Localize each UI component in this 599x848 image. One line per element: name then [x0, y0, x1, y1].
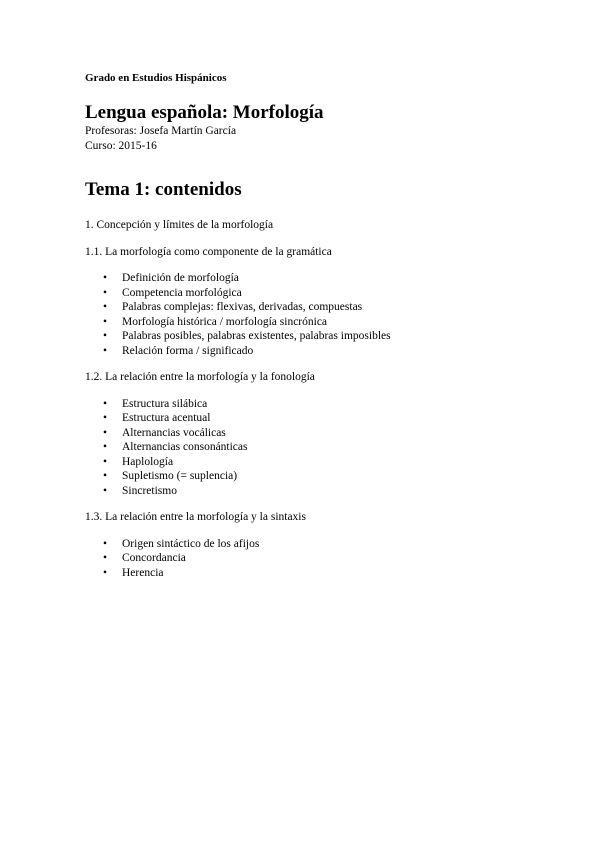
list-item-text: Sincretismo: [122, 484, 177, 497]
list-item: [85, 271, 545, 286]
list-item: [85, 329, 545, 344]
list-item-text: Palabras complejas: flexivas, derivadas, compuestas: [122, 301, 363, 313]
list-item-text: Haplología: [122, 455, 174, 468]
list-item: [85, 286, 545, 301]
list-item-text: Herencia: [122, 566, 164, 579]
list-item: [85, 455, 545, 470]
list-item: [85, 537, 545, 552]
section-heading-1-2: 1.2. La relación entre la morfología y la fonología: [85, 371, 315, 383]
section-list-1-2: [85, 397, 545, 499]
bullet-icon: •: [103, 426, 108, 439]
list-item: [85, 484, 545, 499]
list-item-text: Estructura acentual: [122, 412, 211, 424]
professor-line: Profesoras: Josefa Martín García: [85, 125, 237, 137]
bullet-icon: •: [103, 397, 108, 410]
bullet-icon: •: [103, 484, 108, 497]
bullet-icon: •: [103, 344, 108, 357]
list-item-text: Definición de morfología: [122, 272, 239, 284]
list-item: [85, 300, 545, 315]
list-item-text: Origen sintáctico de los afijos: [122, 537, 260, 550]
list-item-text: Supletismo (= suplencia): [122, 470, 238, 482]
list-item: [85, 566, 545, 581]
bullet-icon: •: [103, 412, 108, 424]
list-item-text: Alternancias consonánticas: [122, 441, 248, 453]
list-item: [85, 315, 545, 330]
bullet-icon: •: [103, 286, 108, 299]
list-item: [85, 397, 545, 412]
list-item-text: Competencia morfológica: [122, 286, 242, 299]
list-item: [85, 344, 545, 359]
topic-title: Tema 1: contenidos: [85, 179, 242, 200]
list-item: [85, 551, 545, 566]
program-name: Grado en Estudios Hispánicos: [85, 72, 227, 84]
course-year-line: Curso: 2015-16: [85, 139, 157, 152]
bullet-icon: •: [103, 272, 108, 284]
bullet-icon: •: [103, 537, 108, 550]
course-title: Lengua española: Morfología: [85, 102, 324, 123]
list-item: [85, 440, 545, 455]
list-item-text: Alternancias vocálicas: [122, 426, 226, 439]
bullet-icon: •: [103, 441, 108, 453]
section-heading-1-1: 1.1. La morfología como componente de la gramática: [85, 245, 332, 258]
list-item: [85, 411, 545, 426]
bullet-icon: •: [103, 470, 108, 482]
list-item-text: Estructura silábica: [122, 397, 208, 410]
list-item-text: Palabras posibles, palabras existentes, palabras imposibles: [122, 330, 391, 342]
list-item-text: Morfología histórica / morfología sincrónica: [122, 315, 328, 328]
section-list-1-1: [85, 271, 545, 358]
list-item: [85, 469, 545, 484]
bullet-icon: •: [103, 455, 108, 468]
bullet-icon: •: [103, 566, 108, 579]
bullet-icon: •: [103, 552, 108, 564]
list-item-text: Relación forma / significado: [122, 344, 254, 357]
section-heading-1-3: 1.3. La relación entre la morfología y la sintaxis: [85, 511, 306, 523]
bullet-icon: •: [103, 301, 108, 313]
bullet-icon: •: [103, 330, 108, 342]
document-content: [85, 71, 545, 580]
section-intro-heading: 1. Concepción y límites de la morfología: [85, 219, 274, 231]
section-list-1-3: [85, 537, 545, 581]
list-item-text: Concordancia: [122, 552, 186, 564]
list-item: [85, 426, 545, 441]
bullet-icon: •: [103, 315, 108, 328]
